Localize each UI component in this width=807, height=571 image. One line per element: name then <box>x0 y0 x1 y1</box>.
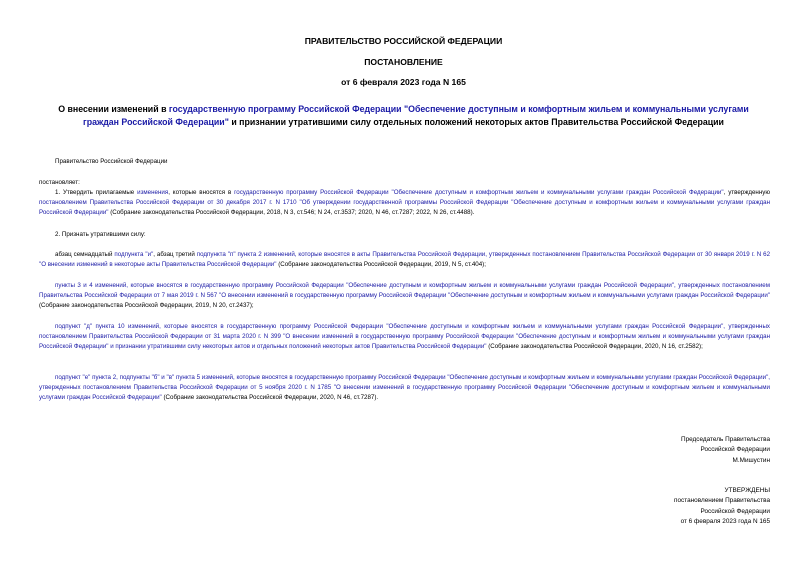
text: (Собрание законодательства Российской Федерации, 2018, N 3, ст.546; N 24, ст.3537; 2020, N 46, ст.7287; 2022, N 26, ст.4488). <box>108 209 475 217</box>
text: 1. Утвердить прилагаемые <box>55 189 138 196</box>
changes-link[interactable]: изменения <box>137 189 169 196</box>
resolution-1710-link[interactable]: постановлением Правительства Российской Федерации от 30 декабря 2017 г. N 1710 "Об утверждении государственной программы Российской Федерации "Обеспечение доступным и комфортным жильем и коммунальными услугами граждан Российской Федерации" <box>39 199 770 217</box>
resolution-62-link[interactable]: подпункта "п" пункта 2 изменений, которые вносятся в акты Правительства Российской Федерации, утвержденных постановлением Правительства Российской Федерации от 30 января 2019 г. N 62 "О внесении изменений в некоторые акты Правительства Российской Федерации" <box>39 251 771 269</box>
text: (Собрание законодательства Российской Федерации, 2019, N 5, ст.404); <box>276 261 486 269</box>
text: , которые вносятся в <box>168 189 235 196</box>
resolution-1785-link[interactable]: подпункт "е" пункта 2, подпункты "б" и "в" пункта 5 изменений, которые вносятся в государственную программу Российской Федерации "Обеспечение доступным и комфортным жильем и коммунальными услугами граждан Российской Федерации", утвержденных постановлением Правительства Российской Федерации от 5 ноября 2020 г. N 1785 "О внесении изменений в государственную программу Российской Федерации "Обеспечение доступным и комфортным жильем и коммунальными услугами граждан Российской Федерации" <box>39 374 770 402</box>
title-program-link[interactable]: государственную программу Российской Федерации "Обеспечение доступным и комфортным жильем и коммунальными услугами граждан Российской Федерации" <box>83 104 749 127</box>
approval-block <box>674 486 770 527</box>
decree-text: постановляет: <box>39 179 80 186</box>
approval-country: Российской Федерации <box>700 507 770 515</box>
signatory-name: М.Мишустин <box>732 456 770 464</box>
title-text-end: и признании утратившими силу отдельных положений некоторых актов Правительства Российской Федерации <box>228 116 724 127</box>
title-text-start: О внесении изменений в <box>58 104 169 114</box>
signatory-title: Председатель Правительства <box>681 436 770 443</box>
approval-heading: УТВЕРЖДЕНЫ <box>724 487 770 494</box>
approval-by: постановлением Правительства <box>674 497 770 505</box>
signature-block <box>681 435 770 466</box>
resolution-399-link[interactable]: подпункт "д" пункта 10 изменений, которые вносятся в государственную программу Российской Федерации "Обеспечение доступным и комфортным жильем и коммунальными услугами граждан Российской Федерации", утвержденных постановлением Правительства Российской Федерации от 31 марта 2020 г. N 399 "О внесении изменений в государственную программу Российской Федерации "Обеспечение доступным и комфортным жильем и коммунальными услугами граждан Российской Федерации" и признании утратившими силу некоторых актов и отдельных положений некоторых актов Правительства Российской Федерации" <box>39 323 770 351</box>
text: , утвержденную <box>723 189 770 196</box>
paragraph-repeal-2 <box>39 281 770 312</box>
program-link[interactable]: государственную программу Российской Федерации "Обеспечение доступным и комфортным жильем и коммунальными услугами граждан Российской Федерации" <box>234 189 724 196</box>
intro-text: Правительство Российской Федерации <box>55 158 168 165</box>
issuing-authority: ПРАВИТЕЛЬСТВО РОССИЙСКОЙ ФЕДЕРАЦИИ <box>304 36 503 46</box>
paragraph-repeal-4 <box>39 373 770 404</box>
subparagraph-i-link[interactable]: подпункта "и" <box>114 251 154 258</box>
resolution-567-link[interactable]: пункты 3 и 4 изменений, которые вносятся в государственную программу Российской Федерации "Обеспечение доступным и комфортным жильем и коммунальными услугами граждан Российской Федерации", утвержденных постановлением Правительства Российской Федерации от 7 мая 2019 г. N 567 "О внесении изменений в государственную программу Российской Федерации "Обеспечение доступным и комфортным жильем и коммунальными услугами граждан Российской Федерации" <box>39 282 770 300</box>
approval-date: от 6 февраля 2023 года N 165 <box>680 517 770 525</box>
text: (Собрание законодательства Российской Федерации, 2020, N 16, ст.2582); <box>486 343 703 351</box>
paragraph-repeal-1 <box>39 250 770 270</box>
text: (Собрание законодательства Российской Федерации, 2020, N 46, ст.7287). <box>161 394 379 402</box>
document-title <box>40 103 767 128</box>
paragraph-repeal-3 <box>39 322 770 353</box>
signatory-country: Российской Федерации <box>700 446 770 454</box>
text: (Собрание законодательства Российской Федерации, 2019, N 20, ст.2437); <box>39 302 254 310</box>
document-date-number: от 6 февраля 2023 года N 165 <box>341 77 466 87</box>
text: абзац семнадцатый <box>55 251 115 258</box>
paragraph-item-1 <box>39 188 770 219</box>
paragraph-item-2: 2. Признать утратившими силу: <box>55 231 146 238</box>
text: , абзац третий <box>153 251 197 258</box>
document-type: ПОСТАНОВЛЕНИЕ <box>364 57 443 67</box>
